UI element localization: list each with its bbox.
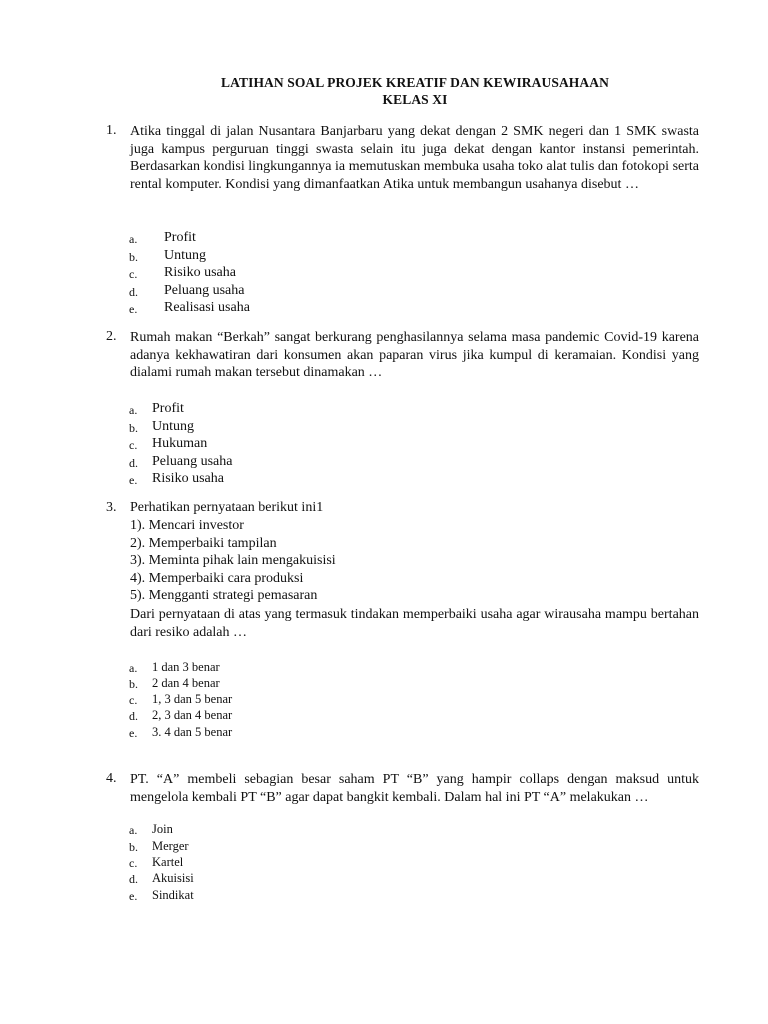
question-number: 2. [106,329,117,344]
question-number: 4. [106,771,117,786]
option-letter: c. [129,267,138,281]
option-letter: d. [129,456,138,470]
document-subtitle: KELAS XI [382,92,448,107]
option-text: Risiko usaha [164,265,236,280]
option-letter: c. [129,438,138,452]
option-text: Untung [164,248,206,263]
question-number: 3. [106,500,117,515]
option-letter: a. [129,823,138,837]
option-text: Profit [152,401,184,416]
option-text: 2 dan 4 benar [152,676,220,690]
option-text: Hukuman [152,436,208,451]
option-letter: e. [129,473,138,487]
option-text: Join [152,822,173,836]
document-title: LATIHAN SOAL PROJEK KREATIF DAN KEWIRAUSAHAAN [221,75,609,90]
option-text: Kartel [152,855,184,869]
option-letter: a. [129,403,138,417]
option-letter: d. [129,285,138,299]
option-text: 1 dan 3 benar [152,660,220,674]
statement-item: 3). Meminta pihak lain mengakuisisi [130,553,336,568]
option-text: Peluang usaha [152,454,233,469]
option-letter: d. [129,872,138,886]
option-text: Untung [152,419,194,434]
option-text: Sindikat [152,888,194,902]
option-text: 3. 4 dan 5 benar [152,725,233,739]
option-letter: b. [129,421,138,435]
statement-item: 5). Mengganti strategi pemasaran [130,588,318,603]
question-text: Dari pernyataan di atas yang termasuk tindakan memperbaiki usaha agar wirausaha mampu bertahan dari resiko adalah … [130,607,699,640]
option-letter: e. [129,889,138,903]
question-text: Rumah makan “Berkah” sangat berkurang penghasilannya selama masa pandemic Covid-19 karena adanya kekhawatiran dari konsumen akan paparan virus jika kumpul di keramaian. Kondisi yang dialami rumah makan tersebut dinamakan … [130,330,699,380]
option-letter: e. [129,302,138,316]
option-text: 2, 3 dan 4 benar [152,708,233,722]
option-letter: c. [129,856,138,870]
option-letter: b. [129,250,138,264]
question-text: Atika tinggal di jalan Nusantara Banjarbaru yang dekat dengan 2 SMK negeri dan 1 SMK swasta juga kampus perguruan tinggi swasta selain itu juga dekat dengan kantor instansi pemerintah. Berdasarkan kondisi lingkungannya ia memutuskan membuka usaha toko alat tulis dan fotokopi serta rental komputer. Kondisi yang dimanfaatkan Atika untuk membangun usahanya disebut … [130,124,699,192]
option-letter: b. [129,677,138,691]
option-letter: a. [129,232,138,246]
option-letter: c. [129,693,138,707]
option-text: Peluang usaha [164,283,245,298]
option-text: 1, 3 dan 5 benar [152,692,233,706]
statement-item: 1). Mencari investor [130,518,244,533]
option-text: Profit [164,230,196,245]
option-letter: d. [129,709,138,723]
option-letter: e. [129,726,138,740]
option-text: Akuisisi [152,871,194,885]
question-intro: Perhatikan pernyataan berikut ini1 [130,500,324,515]
statement-item: 4). Memperbaiki cara produksi [130,571,304,586]
question-number: 1. [106,123,117,138]
question-text: PT. “A” membeli sebagian besar saham PT “B” yang hampir collaps dengan maksud untuk mengelola kembali PT “B” agar dapat bangkit kembali. Dalam hal ini PT “A” melakukan … [130,772,699,805]
option-letter: a. [129,661,138,675]
option-text: Risiko usaha [152,471,224,486]
statement-item: 2). Memperbaiki tampilan [130,536,277,551]
option-text: Merger [152,839,189,853]
option-letter: b. [129,840,138,854]
option-text: Realisasi usaha [164,300,250,315]
